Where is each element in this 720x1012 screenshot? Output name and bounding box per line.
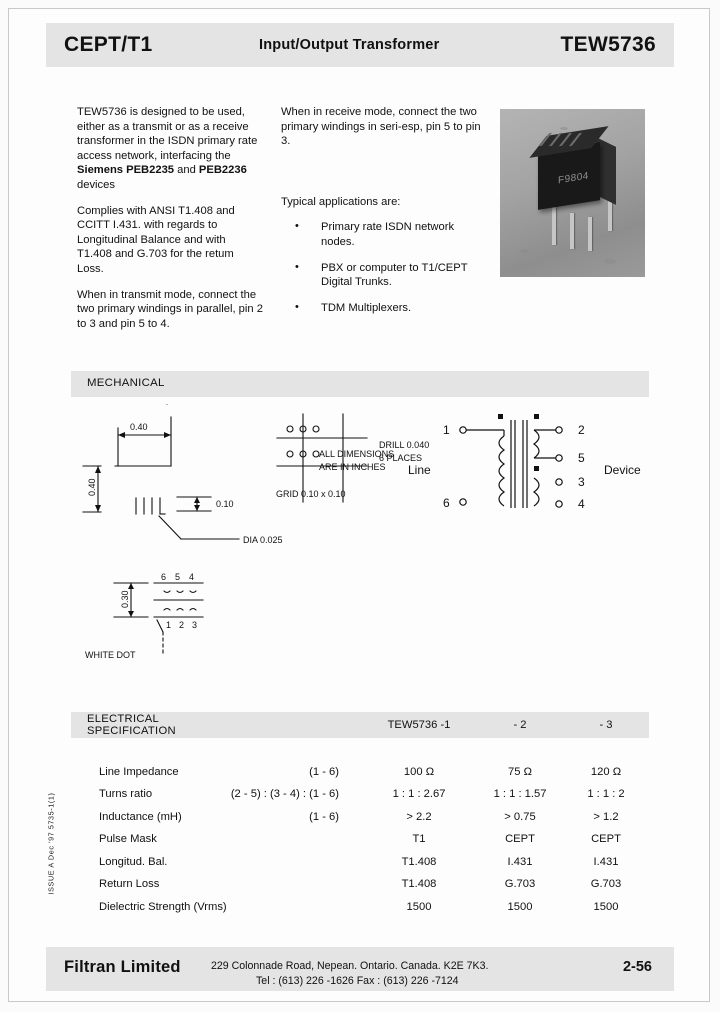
mechanical-drawing-svg (71, 404, 671, 689)
row-value-1: 100 Ω (403, 765, 435, 778)
table-row (71, 783, 649, 806)
page-footer (46, 947, 674, 991)
company-address: 229 Colonnade Road, Nepean. Ontario. Canada. K2E 7K3. (211, 960, 489, 972)
row-value-1: T1.408 (401, 878, 437, 891)
dim-lead-height-label: 0.10 (216, 499, 234, 509)
photo-speck (560, 127, 568, 130)
row-value-1: T1 (412, 833, 426, 846)
table-row (71, 851, 649, 874)
intro-column-middle (281, 105, 481, 326)
schematic-pin-6: 6 (443, 496, 450, 510)
pin-bottom-2: 2 (179, 620, 185, 630)
dim-height-label: 0.40 (87, 478, 97, 496)
row-value-3: 1 : 1 : 2 (587, 788, 625, 801)
row-pins (231, 896, 361, 919)
component-pin (608, 201, 612, 231)
row-value-3: 120 Ω (590, 765, 622, 778)
section-header-mechanical (71, 371, 649, 397)
company-phone-fax: Tel : (613) 226 -1626 Fax : (613) 226 -7124 (256, 975, 459, 987)
transformer-schematic (408, 414, 641, 511)
row-value-2: 1 : 1 : 1.57 (493, 788, 547, 801)
row-value-1: T1.408 (401, 855, 437, 868)
row-value-2: > 0.75 (504, 810, 536, 823)
header-center-title: Input/Output Transformer (259, 37, 440, 53)
pin-top-1: 6 (161, 572, 167, 582)
row-label: Line Impedance (99, 765, 179, 778)
component-pin (588, 217, 592, 251)
row-value-3: 1500 (593, 900, 619, 913)
row-label: Longitud. Bal. (99, 855, 168, 868)
row-pins (231, 851, 361, 874)
row-label: Turns ratio (99, 788, 153, 801)
white-dot-label: WHITE DOT (85, 650, 136, 660)
table-header-title: ELECTRICAL SPECIFICATION (71, 712, 231, 738)
row-value-2: CEPT (505, 833, 535, 846)
dim-pitch-height-label: 0.30 (120, 590, 130, 608)
intro-p1-bold-siemens: Siemens PEB2235 (77, 164, 175, 177)
row-pins (231, 828, 361, 851)
section-title-mechanical: MECHANICAL (87, 377, 165, 389)
schematic-pin-5: 5 (578, 451, 585, 465)
drill-label-1: DRILL 0.040 (379, 440, 430, 450)
row-pins: (2 - 5) : (3 - 4) : (1 - 6) (230, 788, 339, 801)
component-pin (552, 205, 556, 245)
table-row (71, 873, 649, 896)
row-value-2: I.431 (507, 855, 533, 868)
intro-paragraph-1 (77, 105, 263, 193)
bullet-icon: • (295, 260, 299, 273)
list-item (281, 261, 481, 290)
schematic-pin-3: 3 (578, 475, 585, 489)
applications-title: Typical applications are: (281, 195, 401, 208)
pin-bottom-3: 3 (192, 620, 198, 630)
row-value-2: G.703 (504, 878, 536, 891)
row-label: Pulse Mask (99, 833, 157, 846)
schematic-pin-1: 1 (443, 423, 450, 437)
bullet-icon: • (295, 220, 299, 233)
intro-p1-c: and (174, 164, 199, 177)
intro-p1-e: devices (77, 178, 115, 191)
page-number: 2-56 (622, 959, 652, 975)
polarity-dot (534, 414, 539, 419)
intro-column-left (77, 105, 263, 342)
row-value-3: CEPT (591, 833, 621, 846)
row-pins: (1 - 6) (309, 810, 339, 823)
issue-side-note: ISSUE A Dec '97 5735-1(1) (46, 792, 56, 895)
row-label: Dielectric Strength (Vrms) (99, 900, 227, 913)
table-row (71, 806, 649, 829)
row-value-1: 1 : 1 : 2.67 (392, 788, 446, 801)
row-label: Return Loss (99, 878, 160, 891)
table-row (71, 761, 649, 784)
row-value-2: 75 Ω (508, 765, 532, 778)
table-header-pins (231, 712, 361, 738)
table-spacer-row (71, 738, 649, 761)
application-text: TDM Multiplexers. (321, 301, 412, 314)
datasheet-page (8, 8, 710, 1002)
row-value-3: I.431 (593, 855, 619, 868)
table-header-col-1: TEW5736 -1 (361, 712, 477, 738)
polarity-dot (498, 414, 503, 419)
component-marking: F9804 (558, 170, 589, 187)
row-label: Inductance (mH) (99, 810, 182, 823)
dim-dia-label: DIA 0.025 (243, 535, 283, 545)
table-header-col-2: - 2 (477, 712, 563, 738)
mechanical-drawings (71, 404, 671, 689)
electrical-specification-table (71, 712, 649, 918)
company-contact-block (211, 959, 488, 989)
receive-mode-paragraph: When in receive mode, connect the two primary windings in seri-esp, pin 5 to pin 3. (281, 106, 481, 148)
intro-paragraph-3: When in transmit mode, connect the two primary windings in parallel, pin 2 to 3 and pin 5 to 4. (77, 288, 263, 330)
schematic-line-label: Line (408, 463, 431, 477)
table-row (71, 828, 649, 851)
pin-bottom-1: 1 (166, 620, 172, 630)
product-photo (500, 109, 645, 277)
page-header (46, 23, 674, 67)
row-pins: (1 - 6) (309, 765, 339, 778)
list-item (281, 301, 481, 316)
table-header-col-3: - 3 (563, 712, 649, 738)
row-value-2: 1500 (507, 900, 533, 913)
header-part-number: TEW5736 (560, 33, 656, 56)
table-row (71, 896, 649, 919)
table-header-row (71, 712, 649, 738)
row-value-3: G.703 (590, 878, 622, 891)
schematic-device-label: Device (604, 463, 641, 477)
schematic-pin-2: 2 (578, 423, 585, 437)
header-left-title: CEPT/T1 (64, 33, 153, 56)
photo-speck (604, 259, 616, 264)
list-item (281, 220, 481, 249)
pin-top-3: 4 (189, 572, 195, 582)
application-text: PBX or computer to T1/CEPT Digital Trunks. (321, 261, 468, 289)
row-value-1: > 2.2 (406, 810, 432, 823)
row-value-3: > 1.2 (593, 810, 619, 823)
dim-width-label: 0.40 (130, 422, 148, 432)
row-pins (231, 873, 361, 896)
intro-p1-a: TEW5736 is designed to be used, either as a transmit or as a receive transformer in the ISDN primary rate access network, interfacing the (77, 106, 258, 162)
note-line-1: ALL DIMENSIONS (319, 449, 395, 459)
pin-top-2: 5 (175, 572, 181, 582)
intro-paragraph-2: Complies with ANSI T1.408 and CCITT I.431. with regards to Longitudinal Balance and with T1.408 and G.703 for the retum Loss. (77, 204, 235, 275)
application-text: Primary rate ISDN network nodes. (321, 221, 455, 248)
photo-speck (520, 249, 529, 253)
grid-label: GRID 0.10 x 0.10 (276, 489, 346, 499)
applications-list (281, 220, 481, 315)
bullet-icon: • (295, 300, 299, 313)
note-line-2: ARE IN INCHES (319, 462, 386, 472)
intro-p1-bold-peb2236: PEB2236 (198, 164, 247, 177)
drill-label-2: 6 PLACES (379, 453, 423, 463)
company-name: Filtran Limited (64, 958, 181, 976)
component-pin (570, 213, 574, 249)
row-value-1: 1500 (406, 900, 432, 913)
polarity-dot (534, 466, 539, 471)
schematic-pin-4: 4 (578, 497, 585, 511)
